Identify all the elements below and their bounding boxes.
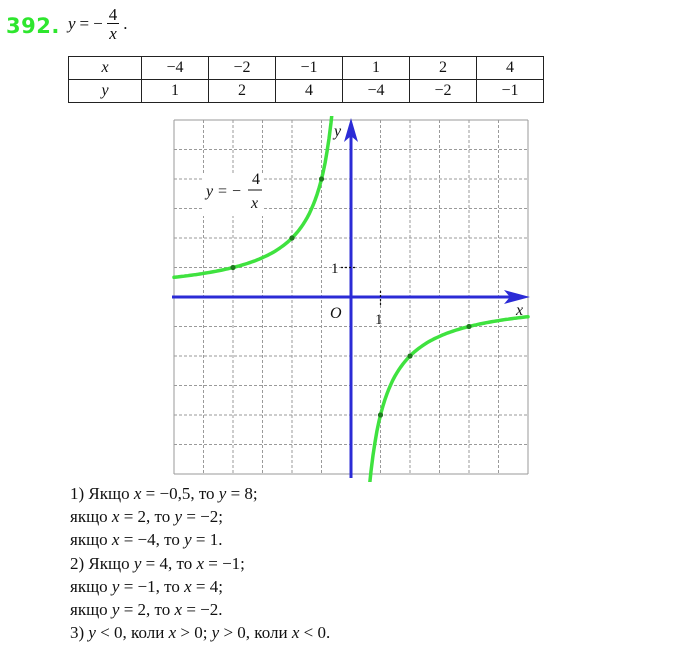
table-cell: −1 [276, 57, 343, 80]
curve-label-lhs: y [206, 183, 214, 200]
x-tick-label: 1 [375, 312, 383, 328]
data-point [289, 235, 294, 240]
x-axis-label: x [516, 302, 524, 319]
table-cell: 2 [410, 57, 477, 80]
table-cell: −4 [343, 80, 410, 103]
axes [172, 118, 530, 478]
table-cell: −2 [209, 57, 276, 80]
values-table [68, 56, 544, 103]
curve-label-denominator: x [251, 195, 259, 212]
curve-label-sign: − [232, 183, 242, 200]
table-cell: −1 [477, 80, 544, 103]
data-point [466, 324, 471, 329]
problem-number: 392. [6, 14, 60, 38]
formula-eq: = [79, 14, 90, 33]
hyperbola-branch-right [369, 317, 528, 482]
formula-fraction [107, 6, 120, 42]
formula-numerator: 4 [108, 5, 118, 24]
origin-label: O [330, 305, 342, 322]
table-header-x: x [69, 57, 142, 80]
formula-lhs: y [68, 14, 76, 33]
curve-label [202, 171, 264, 216]
y-tick-label: 1 [331, 261, 339, 277]
table-cell: 1 [142, 80, 209, 103]
data-point [407, 353, 412, 358]
answer-line: якщо y = 2, то x = −2. [70, 600, 223, 620]
data-point [319, 176, 324, 181]
table-row-x [69, 57, 544, 80]
answer-line: 1) Якщо x = −0,5, то y = 8; [70, 484, 258, 503]
table-cell: 4 [477, 57, 544, 80]
answer-line: якщо x = −4, то y = 1. [70, 530, 223, 550]
answer-line: 3) y < 0, коли x > 0; y > 0, коли x < 0. [70, 623, 331, 643]
table-cell: 2 [209, 80, 276, 103]
table-row-y [69, 80, 544, 103]
table-cell: −2 [410, 80, 477, 103]
table-cell: −4 [142, 57, 209, 80]
formula [68, 6, 127, 42]
answer-line: якщо y = −1, то x = 4; [70, 576, 223, 596]
hyperbola-graph [170, 116, 540, 482]
table-cell: 1 [343, 57, 410, 80]
curve-label-numerator: 4 [252, 171, 260, 188]
formula-denominator: x [109, 24, 117, 43]
table-cell: 4 [276, 80, 343, 103]
answer-line: якщо x = 2, то y = −2; [70, 507, 223, 527]
data-point [378, 412, 383, 417]
formula-sign: − [93, 14, 103, 33]
formula-tail: . [123, 14, 128, 33]
answers [70, 482, 330, 644]
data-point [230, 265, 235, 270]
curve-label-eq: = [218, 183, 228, 200]
y-axis-label: y [334, 123, 342, 140]
answer-line: 2) Якщо y = 4, то x = −1; [70, 553, 245, 573]
table-header-y: y [69, 80, 142, 103]
